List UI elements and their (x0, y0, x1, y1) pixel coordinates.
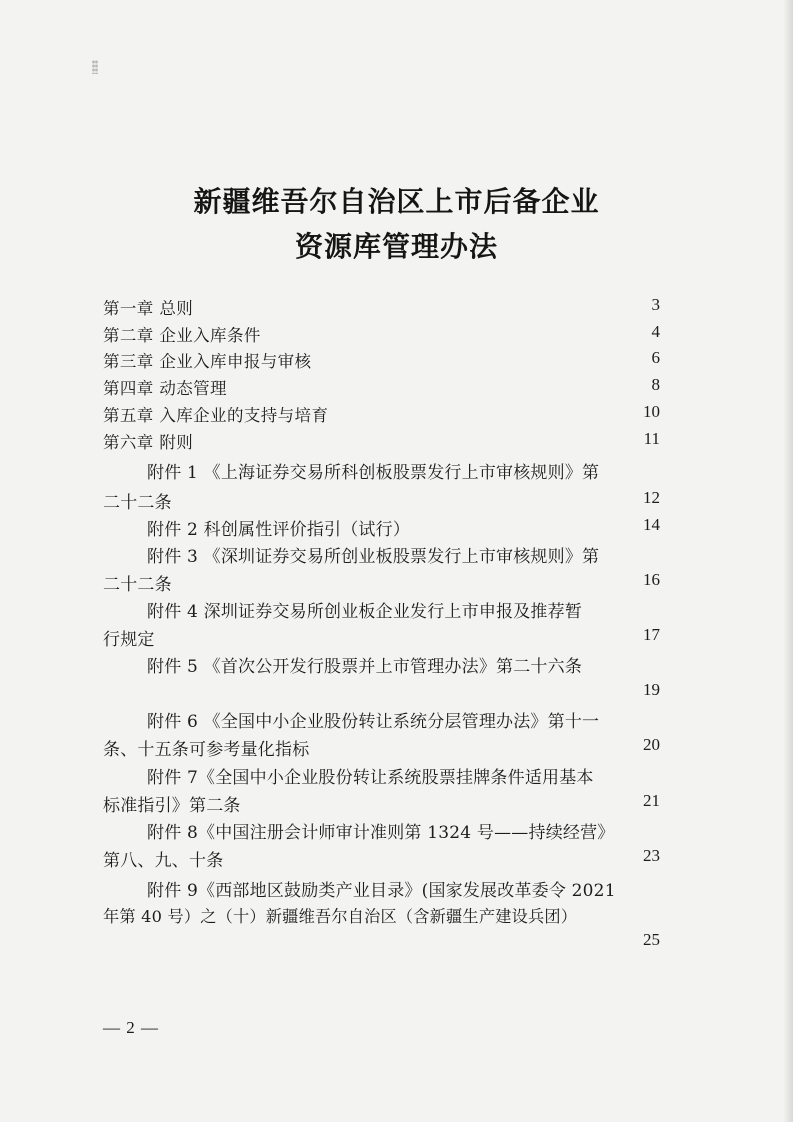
toc-attachment-page: 12 (643, 488, 660, 507)
toc-attachment-line1: 附件 8《中国注册会计师审计准则第 1324 号——持续经营》 (147, 823, 615, 843)
toc-attachment-page: 21 (643, 791, 660, 810)
toc-attachment-page: 17 (643, 625, 660, 644)
toc-attachment-line1: 附件 4 深圳证券交易所创业板企业发行上市申报及推荐暂 (147, 602, 583, 622)
toc-chapter-page: 4 (651, 322, 660, 341)
toc-attachment-page: 20 (643, 735, 660, 754)
toc-attachment-page: 23 (643, 846, 660, 865)
scan-edge (783, 0, 793, 1122)
toc-chapter-label: 第三章 企业入库申报与审核 (103, 352, 312, 371)
toc-attachment-line1: 附件 1 《上海证券交易所科创板股票发行上市审核规则》第 (147, 463, 600, 483)
toc-chapter-1[interactable] (0, 295, 793, 322)
document-title-line1: 新疆维吾尔自治区上市后备企业 (193, 185, 600, 218)
toc-attachment-line2: 年第 40 号）之（十）新疆维吾尔自治区（含新疆生产建设兵团） (103, 907, 578, 926)
toc-chapter-page: 11 (643, 429, 660, 448)
toc-attachment-page: 14 (643, 515, 660, 534)
toc-attachment-line2: 行规定 (103, 630, 155, 650)
toc-chapter-label: 第四章 动态管理 (103, 379, 227, 398)
toc-chapter-4[interactable] (0, 375, 793, 402)
toc-attachment-line2: 二十二条 (103, 493, 172, 513)
toc-chapter-2[interactable] (0, 322, 793, 349)
toc-attachment-line2: 二十二条 (103, 575, 172, 595)
toc-attachment-page: 19 (643, 680, 660, 699)
page-number: — 2 — (103, 1018, 159, 1037)
toc-attachment-line2: 第八、九、十条 (103, 851, 224, 871)
scan-speck (92, 60, 98, 74)
document-title-line2: 资源库管理办法 (294, 230, 498, 263)
toc-attachment-page: 25 (643, 930, 660, 949)
toc-chapter-page: 8 (651, 375, 660, 394)
toc-chapter-6[interactable] (0, 429, 793, 456)
toc-chapter-5[interactable] (0, 402, 793, 429)
toc-chapter-label: 第一章 总则 (103, 299, 194, 318)
toc-chapter-page: 3 (651, 295, 660, 314)
toc-attachment-line1: 附件 7《全国中小企业股份转让系统股票挂牌条件适用基本 (147, 768, 594, 788)
toc-chapter-page: 10 (643, 402, 660, 421)
toc-chapter-3[interactable] (0, 348, 793, 375)
toc-chapter-label: 第六章 附则 (103, 433, 194, 452)
toc-attachment-page: 16 (643, 570, 660, 589)
toc-attachment-line2: 标准指引》第二条 (103, 796, 241, 816)
toc-chapter-label: 第五章 入库企业的支持与培育 (103, 406, 329, 425)
toc-attachment-line1: 附件 2 科创属性评价指引（试行） (147, 520, 411, 540)
toc-attachment-line1: 附件 3 《深圳证券交易所创业板股票发行上市审核规则》第 (147, 547, 600, 567)
toc-chapter-label: 第二章 企业入库条件 (103, 326, 261, 345)
toc-attachment-line1: 附件 9《西部地区鼓励类产业目录》(国家发展改革委令 2021 (147, 881, 616, 901)
toc-chapter-page: 6 (651, 348, 660, 367)
toc-attachment-line1: 附件 5 《首次公开发行股票并上市管理办法》第二十六条 (147, 657, 583, 677)
toc-attachment-line2: 条、十五条可参考量化指标 (103, 740, 310, 760)
toc-attachment-line1: 附件 6 《全国中小企业股份转让系统分层管理办法》第十一 (147, 712, 600, 732)
